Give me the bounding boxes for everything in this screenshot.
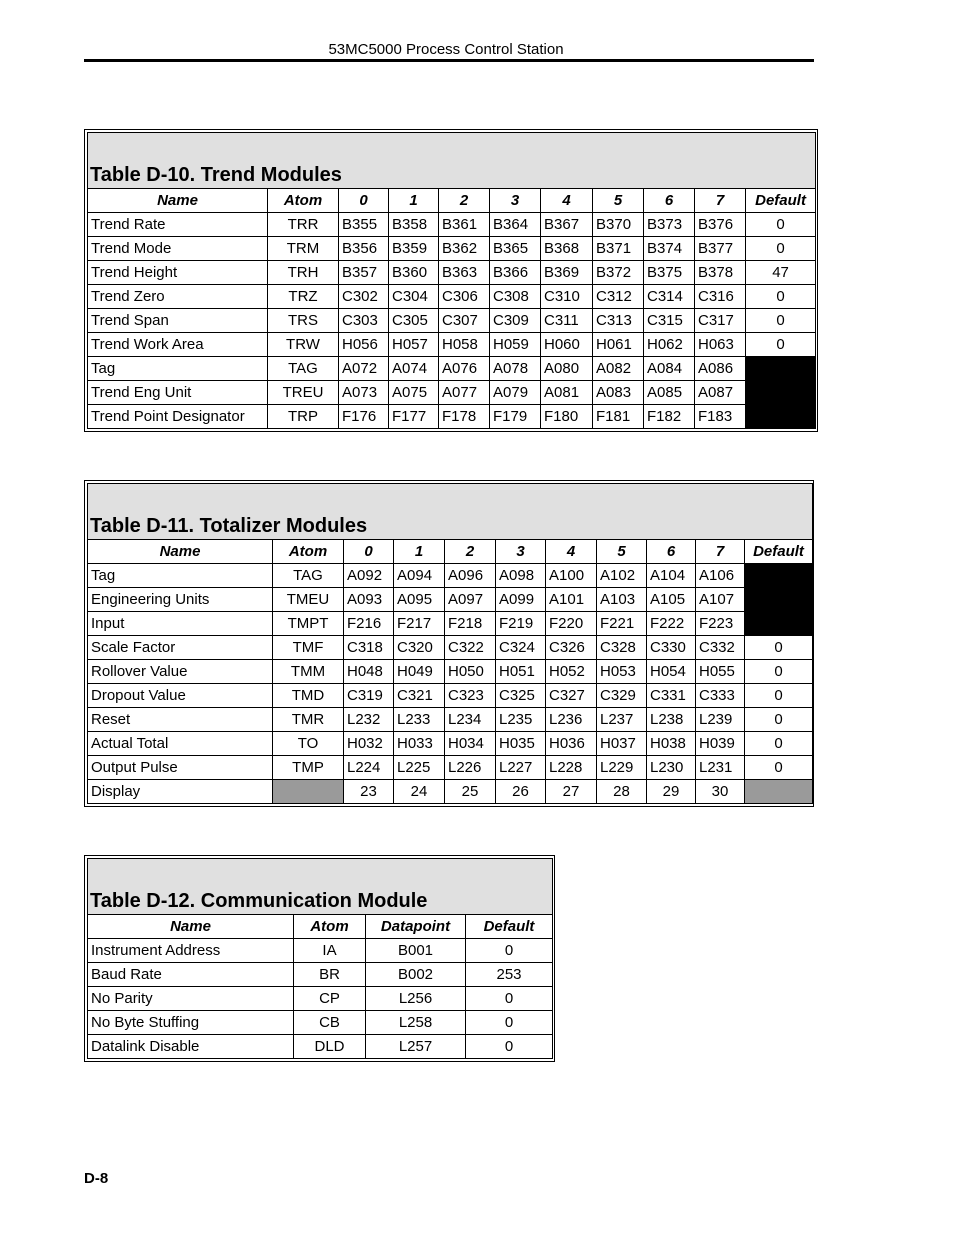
- row-name-cell: Reset: [88, 708, 273, 732]
- datapoint-cell: H061: [593, 333, 644, 357]
- datapoint-cell: A074: [389, 357, 439, 381]
- row-name-cell: Input: [88, 612, 273, 636]
- table-d11: [87, 483, 813, 804]
- column-header: 4: [541, 189, 593, 213]
- table-row: [88, 963, 553, 987]
- datapoint-cell: H037: [597, 732, 647, 756]
- datapoint-cell: F216: [344, 612, 394, 636]
- column-header: Datapoint: [366, 915, 466, 939]
- datapoint-cell: C306: [439, 285, 490, 309]
- datapoint-cell: H052: [546, 660, 597, 684]
- datapoint-cell: B372: [593, 261, 644, 285]
- atom-cell: TAG: [268, 357, 339, 381]
- datapoint-cell: L238: [647, 708, 696, 732]
- table-row: [88, 756, 813, 780]
- default-cell: 0: [745, 708, 813, 732]
- datapoint-cell: H057: [389, 333, 439, 357]
- datapoint-cell: C313: [593, 309, 644, 333]
- default-cell: [745, 588, 813, 612]
- datapoint-cell: H062: [644, 333, 695, 357]
- table-row: [88, 636, 813, 660]
- datapoint-cell: A078: [490, 357, 541, 381]
- page-number: D-8: [84, 1170, 109, 1187]
- datapoint-cell: H053: [597, 660, 647, 684]
- datapoint-cell: A096: [445, 564, 496, 588]
- datapoint-cell: C312: [593, 285, 644, 309]
- datapoint-cell: L232: [344, 708, 394, 732]
- datapoint-cell: A077: [439, 381, 490, 405]
- column-header: Atom: [268, 189, 339, 213]
- datapoint-cell: A086: [695, 357, 746, 381]
- datapoint-cell: C324: [496, 636, 546, 660]
- column-header: 6: [647, 540, 696, 564]
- datapoint-cell: C320: [394, 636, 445, 660]
- row-name-cell: Tag: [88, 564, 273, 588]
- table-row: [88, 939, 553, 963]
- row-name-cell: Trend Span: [88, 309, 268, 333]
- datapoint-cell: C315: [644, 309, 695, 333]
- datapoint-cell: H056: [339, 333, 389, 357]
- datapoint-cell: F218: [445, 612, 496, 636]
- default-cell: 0: [746, 285, 816, 309]
- table-row: [88, 261, 816, 285]
- atom-cell: TMD: [273, 684, 344, 708]
- datapoint-cell: B373: [644, 213, 695, 237]
- row-name-cell: Datalink Disable: [88, 1035, 294, 1059]
- datapoint-cell: A073: [339, 381, 389, 405]
- table-title: Table D-12. Communication Module: [88, 859, 553, 915]
- datapoint-cell: A102: [597, 564, 647, 588]
- row-name-cell: Actual Total: [88, 732, 273, 756]
- column-header: Atom: [273, 540, 344, 564]
- datapoint-cell: H059: [490, 333, 541, 357]
- datapoint-cell: C319: [344, 684, 394, 708]
- atom-cell: TRH: [268, 261, 339, 285]
- datapoint-cell: B367: [541, 213, 593, 237]
- column-header: 7: [696, 540, 745, 564]
- default-cell: 253: [466, 963, 553, 987]
- datapoint-cell: F217: [394, 612, 445, 636]
- datapoint-cell: B365: [490, 237, 541, 261]
- datapoint-cell: C304: [389, 285, 439, 309]
- atom-cell: TMEU: [273, 588, 344, 612]
- datapoint-cell: B359: [389, 237, 439, 261]
- row-name-cell: Trend Mode: [88, 237, 268, 261]
- table-d11-container: [84, 480, 814, 807]
- datapoint-cell: F181: [593, 405, 644, 429]
- default-cell: 0: [745, 732, 813, 756]
- datapoint-cell: B002: [366, 963, 466, 987]
- atom-cell: TMM: [273, 660, 344, 684]
- datapoint-cell: L226: [445, 756, 496, 780]
- datapoint-cell: C325: [496, 684, 546, 708]
- datapoint-cell: F177: [389, 405, 439, 429]
- default-cell: 0: [746, 213, 816, 237]
- column-header: 7: [695, 189, 746, 213]
- row-name-cell: Trend Point Designator: [88, 405, 268, 429]
- datapoint-cell: B356: [339, 237, 389, 261]
- table-row: [88, 588, 813, 612]
- datapoint-cell: C323: [445, 684, 496, 708]
- table-title-row: [88, 484, 813, 540]
- datapoint-cell: A097: [445, 588, 496, 612]
- datapoint-cell: H032: [344, 732, 394, 756]
- datapoint-cell: B364: [490, 213, 541, 237]
- atom-cell: TRW: [268, 333, 339, 357]
- datapoint-cell: L235: [496, 708, 546, 732]
- datapoint-cell: L233: [394, 708, 445, 732]
- datapoint-cell: A084: [644, 357, 695, 381]
- row-name-cell: Rollover Value: [88, 660, 273, 684]
- atom-cell: TRR: [268, 213, 339, 237]
- datapoint-cell: C302: [339, 285, 389, 309]
- default-cell: [745, 780, 813, 804]
- column-header: Default: [466, 915, 553, 939]
- table-row: [88, 357, 816, 381]
- datapoint-cell: A082: [593, 357, 644, 381]
- datapoint-cell: C308: [490, 285, 541, 309]
- datapoint-cell: B376: [695, 213, 746, 237]
- atom-cell: TRZ: [268, 285, 339, 309]
- atom-cell: TREU: [268, 381, 339, 405]
- datapoint-cell: C331: [647, 684, 696, 708]
- datapoint-cell: B358: [389, 213, 439, 237]
- table-row: [88, 1035, 553, 1059]
- column-header: Name: [88, 915, 294, 939]
- datapoint-cell: L224: [344, 756, 394, 780]
- atom-cell: TMP: [273, 756, 344, 780]
- datapoint-cell: H033: [394, 732, 445, 756]
- row-name-cell: Output Pulse: [88, 756, 273, 780]
- column-header: 3: [496, 540, 546, 564]
- datapoint-cell: B378: [695, 261, 746, 285]
- atom-cell: [273, 780, 344, 804]
- datapoint-cell: C314: [644, 285, 695, 309]
- datapoint-cell: L231: [696, 756, 745, 780]
- datapoint-cell: C333: [696, 684, 745, 708]
- datapoint-cell: B361: [439, 213, 490, 237]
- datapoint-cell: H055: [696, 660, 745, 684]
- datapoint-cell: A098: [496, 564, 546, 588]
- default-cell: [746, 357, 816, 381]
- datapoint-cell: 28: [597, 780, 647, 804]
- row-name-cell: Trend Work Area: [88, 333, 268, 357]
- column-header: 1: [394, 540, 445, 564]
- datapoint-cell: H038: [647, 732, 696, 756]
- atom-cell: IA: [294, 939, 366, 963]
- default-cell: 0: [746, 309, 816, 333]
- table-d10-container: [84, 129, 818, 432]
- table-header-row: [88, 189, 816, 213]
- datapoint-cell: L225: [394, 756, 445, 780]
- default-cell: [746, 381, 816, 405]
- datapoint-cell: H035: [496, 732, 546, 756]
- datapoint-cell: 26: [496, 780, 546, 804]
- table-row: [88, 708, 813, 732]
- table-row: [88, 1011, 553, 1035]
- table-row: [88, 660, 813, 684]
- row-name-cell: Tag: [88, 357, 268, 381]
- datapoint-cell: A103: [597, 588, 647, 612]
- table-row: [88, 780, 813, 804]
- datapoint-cell: A106: [696, 564, 745, 588]
- datapoint-cell: H049: [394, 660, 445, 684]
- column-header: 1: [389, 189, 439, 213]
- default-cell: 0: [466, 1011, 553, 1035]
- datapoint-cell: L258: [366, 1011, 466, 1035]
- default-cell: [745, 564, 813, 588]
- datapoint-cell: B366: [490, 261, 541, 285]
- table-row: [88, 987, 553, 1011]
- atom-cell: TRP: [268, 405, 339, 429]
- column-header: 0: [344, 540, 394, 564]
- page-header: 53MC5000 Process Control Station: [84, 38, 814, 62]
- row-name-cell: No Byte Stuffing: [88, 1011, 294, 1035]
- datapoint-cell: A075: [389, 381, 439, 405]
- column-header: Default: [746, 189, 816, 213]
- datapoint-cell: 24: [394, 780, 445, 804]
- datapoint-cell: H048: [344, 660, 394, 684]
- atom-cell: TO: [273, 732, 344, 756]
- datapoint-cell: 27: [546, 780, 597, 804]
- datapoint-cell: H054: [647, 660, 696, 684]
- datapoint-cell: L229: [597, 756, 647, 780]
- datapoint-cell: F220: [546, 612, 597, 636]
- column-header: 3: [490, 189, 541, 213]
- datapoint-cell: F221: [597, 612, 647, 636]
- datapoint-cell: F183: [695, 405, 746, 429]
- table-row: [88, 333, 816, 357]
- datapoint-cell: A087: [695, 381, 746, 405]
- datapoint-cell: C305: [389, 309, 439, 333]
- default-cell: 0: [745, 756, 813, 780]
- datapoint-cell: C316: [695, 285, 746, 309]
- datapoint-cell: L236: [546, 708, 597, 732]
- datapoint-cell: A079: [490, 381, 541, 405]
- column-header: Atom: [294, 915, 366, 939]
- datapoint-cell: B363: [439, 261, 490, 285]
- datapoint-cell: L237: [597, 708, 647, 732]
- datapoint-cell: A080: [541, 357, 593, 381]
- atom-cell: BR: [294, 963, 366, 987]
- datapoint-cell: L227: [496, 756, 546, 780]
- table-row: [88, 684, 813, 708]
- datapoint-cell: H034: [445, 732, 496, 756]
- datapoint-cell: A092: [344, 564, 394, 588]
- datapoint-cell: H058: [439, 333, 490, 357]
- datapoint-cell: F219: [496, 612, 546, 636]
- row-name-cell: Dropout Value: [88, 684, 273, 708]
- datapoint-cell: C328: [597, 636, 647, 660]
- atom-cell: TMR: [273, 708, 344, 732]
- datapoint-cell: A101: [546, 588, 597, 612]
- column-header: 6: [644, 189, 695, 213]
- datapoint-cell: F182: [644, 405, 695, 429]
- default-cell: 0: [746, 333, 816, 357]
- datapoint-cell: A072: [339, 357, 389, 381]
- atom-cell: CB: [294, 1011, 366, 1035]
- table-title-row: [88, 859, 553, 915]
- datapoint-cell: C310: [541, 285, 593, 309]
- datapoint-cell: 23: [344, 780, 394, 804]
- datapoint-cell: H051: [496, 660, 546, 684]
- datapoint-cell: A076: [439, 357, 490, 381]
- datapoint-cell: F179: [490, 405, 541, 429]
- table-row: [88, 285, 816, 309]
- column-header: 0: [339, 189, 389, 213]
- datapoint-cell: B362: [439, 237, 490, 261]
- datapoint-cell: B355: [339, 213, 389, 237]
- row-name-cell: Engineering Units: [88, 588, 273, 612]
- datapoint-cell: A104: [647, 564, 696, 588]
- row-name-cell: Trend Zero: [88, 285, 268, 309]
- atom-cell: TMPT: [273, 612, 344, 636]
- atom-cell: TRS: [268, 309, 339, 333]
- row-name-cell: Instrument Address: [88, 939, 294, 963]
- row-name-cell: Trend Rate: [88, 213, 268, 237]
- datapoint-cell: B357: [339, 261, 389, 285]
- datapoint-cell: B371: [593, 237, 644, 261]
- row-name-cell: Display: [88, 780, 273, 804]
- column-header: 5: [597, 540, 647, 564]
- column-header: Default: [745, 540, 813, 564]
- default-cell: 47: [746, 261, 816, 285]
- datapoint-cell: 29: [647, 780, 696, 804]
- datapoint-cell: B375: [644, 261, 695, 285]
- table-row: [88, 213, 816, 237]
- datapoint-cell: A100: [546, 564, 597, 588]
- column-header: 5: [593, 189, 644, 213]
- datapoint-cell: B370: [593, 213, 644, 237]
- datapoint-cell: F176: [339, 405, 389, 429]
- table-row: [88, 237, 816, 261]
- datapoint-cell: B374: [644, 237, 695, 261]
- atom-cell: TRM: [268, 237, 339, 261]
- table-d12: [87, 858, 553, 1059]
- default-cell: 0: [466, 939, 553, 963]
- row-name-cell: Baud Rate: [88, 963, 294, 987]
- default-cell: 0: [745, 684, 813, 708]
- datapoint-cell: H050: [445, 660, 496, 684]
- datapoint-cell: A099: [496, 588, 546, 612]
- datapoint-cell: B368: [541, 237, 593, 261]
- datapoint-cell: C326: [546, 636, 597, 660]
- datapoint-cell: L228: [546, 756, 597, 780]
- table-row: [88, 612, 813, 636]
- datapoint-cell: C317: [695, 309, 746, 333]
- table-row: [88, 564, 813, 588]
- table-row: [88, 405, 816, 429]
- datapoint-cell: B377: [695, 237, 746, 261]
- datapoint-cell: 30: [696, 780, 745, 804]
- table-row: [88, 309, 816, 333]
- datapoint-cell: C322: [445, 636, 496, 660]
- datapoint-cell: H039: [696, 732, 745, 756]
- datapoint-cell: H036: [546, 732, 597, 756]
- datapoint-cell: H063: [695, 333, 746, 357]
- atom-cell: DLD: [294, 1035, 366, 1059]
- datapoint-cell: L234: [445, 708, 496, 732]
- datapoint-cell: B360: [389, 261, 439, 285]
- row-name-cell: Trend Height: [88, 261, 268, 285]
- atom-cell: TAG: [273, 564, 344, 588]
- column-header: 2: [445, 540, 496, 564]
- datapoint-cell: B369: [541, 261, 593, 285]
- datapoint-cell: C307: [439, 309, 490, 333]
- default-cell: 0: [745, 660, 813, 684]
- table-title-row: [88, 133, 816, 189]
- default-cell: [745, 612, 813, 636]
- datapoint-cell: C311: [541, 309, 593, 333]
- datapoint-cell: L239: [696, 708, 745, 732]
- table-title: Table D-10. Trend Modules: [88, 133, 816, 189]
- datapoint-cell: 25: [445, 780, 496, 804]
- datapoint-cell: F222: [647, 612, 696, 636]
- column-header: 4: [546, 540, 597, 564]
- table-d10: [87, 132, 816, 429]
- atom-cell: TMF: [273, 636, 344, 660]
- column-header: Name: [88, 540, 273, 564]
- datapoint-cell: C309: [490, 309, 541, 333]
- datapoint-cell: A085: [644, 381, 695, 405]
- datapoint-cell: F178: [439, 405, 490, 429]
- default-cell: 0: [746, 237, 816, 261]
- table-d12-container: [84, 855, 555, 1062]
- datapoint-cell: C329: [597, 684, 647, 708]
- table-title: Table D-11. Totalizer Modules: [88, 484, 813, 540]
- datapoint-cell: L230: [647, 756, 696, 780]
- datapoint-cell: L257: [366, 1035, 466, 1059]
- datapoint-cell: A095: [394, 588, 445, 612]
- datapoint-cell: H060: [541, 333, 593, 357]
- datapoint-cell: A083: [593, 381, 644, 405]
- datapoint-cell: A093: [344, 588, 394, 612]
- datapoint-cell: C318: [344, 636, 394, 660]
- table-row: [88, 732, 813, 756]
- default-cell: 0: [466, 1035, 553, 1059]
- default-cell: 0: [745, 636, 813, 660]
- datapoint-cell: A105: [647, 588, 696, 612]
- column-header: 2: [439, 189, 490, 213]
- datapoint-cell: C321: [394, 684, 445, 708]
- default-cell: [746, 405, 816, 429]
- table-header-row: [88, 915, 553, 939]
- row-name-cell: Trend Eng Unit: [88, 381, 268, 405]
- datapoint-cell: A094: [394, 564, 445, 588]
- datapoint-cell: A081: [541, 381, 593, 405]
- datapoint-cell: B001: [366, 939, 466, 963]
- row-name-cell: Scale Factor: [88, 636, 273, 660]
- atom-cell: CP: [294, 987, 366, 1011]
- datapoint-cell: C327: [546, 684, 597, 708]
- datapoint-cell: C332: [696, 636, 745, 660]
- table-row: [88, 381, 816, 405]
- datapoint-cell: C303: [339, 309, 389, 333]
- row-name-cell: No Parity: [88, 987, 294, 1011]
- table-header-row: [88, 540, 813, 564]
- datapoint-cell: A107: [696, 588, 745, 612]
- datapoint-cell: F180: [541, 405, 593, 429]
- datapoint-cell: C330: [647, 636, 696, 660]
- datapoint-cell: L256: [366, 987, 466, 1011]
- column-header: Name: [88, 189, 268, 213]
- default-cell: 0: [466, 987, 553, 1011]
- datapoint-cell: F223: [696, 612, 745, 636]
